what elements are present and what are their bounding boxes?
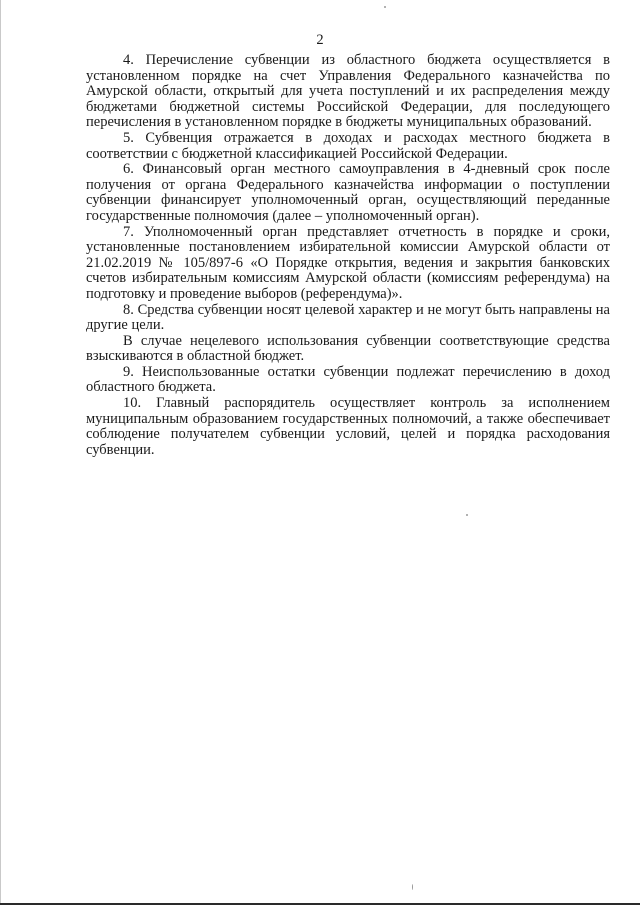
scan-speck bbox=[466, 514, 468, 516]
scan-speck bbox=[384, 6, 386, 8]
paragraph-item-8: 8. Средства субвенции носят целевой характер и не могут быть направлены на другие цели. bbox=[86, 301, 610, 334]
page-number: 2 bbox=[316, 32, 324, 48]
paragraph-item-6: 6. Финансовый орган местного самоуправления в 4-дневный срок после получения от органа Федерального казначейства информации о поступлении субвенции финансирует уполномоченный орган, осуществляющий переданные государственные полномочия (далее – уполномоченный орган). bbox=[86, 161, 610, 224]
document-body bbox=[86, 53, 610, 458]
paragraph-item-10: 10. Главный распорядитель осуществляет контроль за исполнением муниципальным образованием государственных полномочий, а также обеспечивает соблюдение получателем субвенции условий, целей и порядка расходования субвенции. bbox=[86, 395, 610, 458]
scan-speck bbox=[412, 884, 413, 890]
paragraph-item-5: 5. Субвенция отражается в доходах и расходах местного бюджета в соответствии с бюджетной классификацией Российской Федерации. bbox=[86, 129, 610, 162]
paragraph-item-7: 7. Уполномоченный орган представляет отчетность в порядке и сроки, установленные постановлением избирательной комиссии Амурской области от 21.02.2019 № 105/897-6 «О Порядке открытия, ведения и закрытия банковских счетов избирательным комиссиям Амурской области (комиссиям референдума) на подготовку и проведение выборов (референдума)». bbox=[86, 223, 610, 302]
paragraph-item-4: 4. Перечисление субвенции из областного бюджета осуществляется в установленном порядке на счет Управления Федерального казначейства по Амурской области, открытый для учета поступлений и их распределения между бюджетами бюджетной системы Российской Федерации, для последующего перечисления в установленном порядке в бюджеты муниципальных образований. bbox=[86, 52, 610, 131]
scan-left-edge bbox=[0, 0, 1, 905]
paragraph-misuse-clause: В случае нецелевого использования субвенции соответствующие средства взыскиваются в областной бюджет. bbox=[86, 332, 610, 365]
paragraph-item-9: 9. Неиспользованные остатки субвенции подлежат перечислению в доход областного бюджета. bbox=[86, 363, 610, 396]
